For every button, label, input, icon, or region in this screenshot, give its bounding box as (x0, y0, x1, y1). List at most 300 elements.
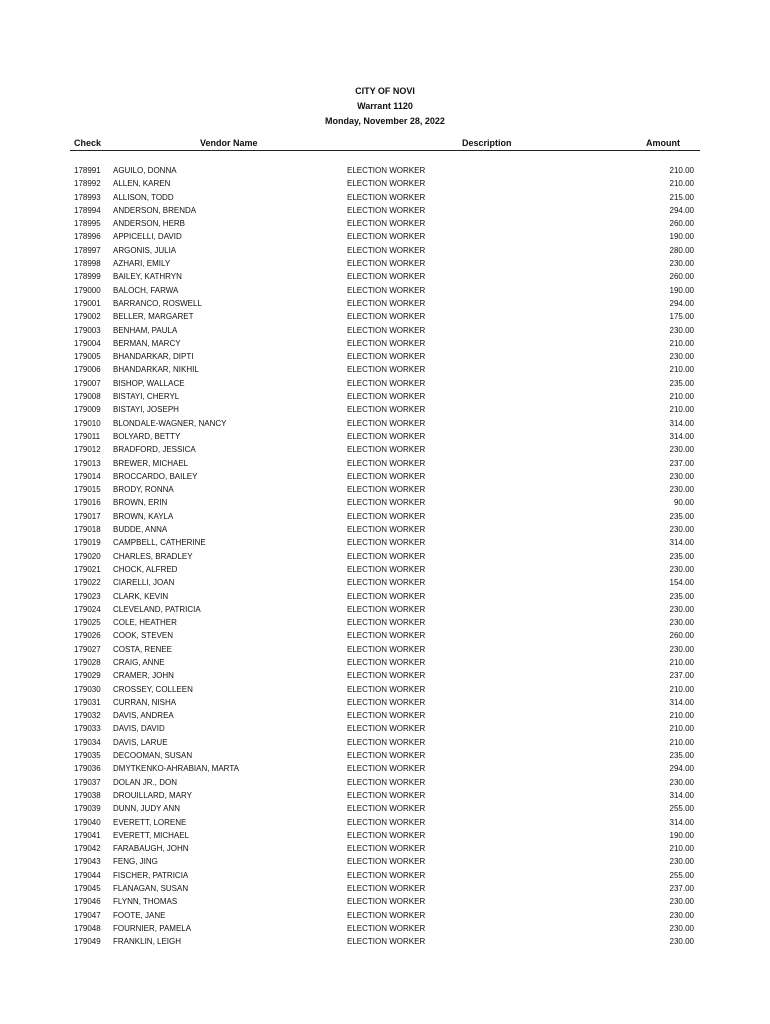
amount: 314.00 (669, 431, 694, 441)
check-number: 179045 (74, 884, 101, 894)
vendor-name: CRAMER, JOHN (113, 671, 174, 681)
check-number: 178995 (74, 219, 101, 229)
table-row (70, 510, 700, 523)
description: ELECTION WORKER (347, 910, 426, 920)
check-number: 179006 (74, 365, 101, 375)
check-number: 178993 (74, 192, 101, 202)
table-row (70, 643, 700, 656)
vendor-name: APPICELLI, DAVID (113, 232, 182, 242)
amount: 314.00 (669, 790, 694, 800)
check-number: 179049 (74, 937, 101, 947)
check-number: 179007 (74, 378, 101, 388)
description: ELECTION WORKER (347, 777, 426, 787)
amount: 230.00 (669, 564, 694, 574)
amount: 314.00 (669, 817, 694, 827)
amount: 294.00 (669, 298, 694, 308)
description: ELECTION WORKER (347, 657, 426, 667)
amount: 210.00 (669, 657, 694, 667)
table-row (70, 909, 700, 922)
check-number: 178991 (74, 166, 101, 175)
amount: 314.00 (669, 697, 694, 707)
table-row (70, 762, 700, 775)
vendor-name: DAVIS, DAVID (113, 724, 165, 734)
description: ELECTION WORKER (347, 312, 426, 322)
vendor-name: DMYTKENKO-AHRABIAN, MARTA (113, 764, 239, 774)
check-number: 179001 (74, 298, 101, 308)
description: ELECTION WORKER (347, 737, 426, 747)
check-number: 179040 (74, 817, 101, 827)
description: ELECTION WORKER (347, 525, 426, 535)
vendor-name: DROUILLARD, MARY (113, 790, 192, 800)
vendor-name: BHANDARKAR, DIPTI (113, 352, 194, 362)
table-row (70, 310, 700, 323)
vendor-name: DECOOMAN, SUSAN (113, 751, 193, 761)
amount: 260.00 (669, 219, 694, 229)
check-number: 179048 (74, 923, 101, 933)
check-number: 179014 (74, 471, 101, 481)
vendor-name: CHARLES, BRADLEY (113, 551, 193, 561)
vendor-name: EVERETT, MICHAEL (113, 830, 190, 840)
table-row (70, 922, 700, 935)
description: ELECTION WORKER (347, 392, 426, 402)
check-number: 179038 (74, 790, 101, 800)
check-number: 179044 (74, 870, 101, 880)
check-number: 179022 (74, 578, 101, 588)
description: ELECTION WORKER (347, 937, 426, 947)
description: ELECTION WORKER (347, 790, 426, 800)
table-row (70, 324, 700, 337)
check-number: 179024 (74, 604, 101, 614)
table-row (70, 297, 700, 310)
vendor-name: CURRAN, NISHA (113, 697, 177, 707)
vendor-name: COSTA, RENEE (113, 644, 172, 654)
description: ELECTION WORKER (347, 564, 426, 574)
check-number: 179037 (74, 777, 101, 787)
check-number: 179017 (74, 511, 101, 521)
vendor-name: BARRANCO, ROSWELL (113, 298, 202, 308)
amount: 230.00 (669, 445, 694, 455)
description: ELECTION WORKER (347, 697, 426, 707)
amount: 210.00 (669, 166, 694, 175)
check-number: 179032 (74, 711, 101, 721)
amount: 230.00 (669, 644, 694, 654)
document-header (0, 84, 770, 129)
check-number: 179020 (74, 551, 101, 561)
vendor-name: BISTAYI, JOSEPH (113, 405, 179, 415)
amount: 210.00 (669, 405, 694, 415)
table-row (70, 244, 700, 257)
vendor-name: AZHARI, EMILY (113, 259, 171, 269)
vendor-name: FOOTE, JANE (113, 910, 166, 920)
check-number: 179034 (74, 737, 101, 747)
check-number: 179036 (74, 764, 101, 774)
amount: 230.00 (669, 604, 694, 614)
description: ELECTION WORKER (347, 245, 426, 255)
vendor-name: CIARELLI, JOAN (113, 578, 175, 588)
vendor-name: CHOCK, ALFRED (113, 564, 178, 574)
check-number: 179011 (74, 431, 101, 441)
column-header-amount: Amount (646, 138, 680, 148)
amount: 210.00 (669, 737, 694, 747)
amount: 237.00 (669, 671, 694, 681)
check-number: 179015 (74, 485, 101, 495)
table-row (70, 656, 700, 669)
table-row (70, 629, 700, 642)
table-row (70, 350, 700, 363)
check-number: 179028 (74, 657, 101, 667)
amount: 230.00 (669, 525, 694, 535)
description: ELECTION WORKER (347, 644, 426, 654)
check-number: 179026 (74, 631, 101, 641)
amount: 280.00 (669, 245, 694, 255)
vendor-name: FENG, JING (113, 857, 158, 867)
amount: 190.00 (669, 285, 694, 295)
amount: 230.00 (669, 352, 694, 362)
amount: 230.00 (669, 325, 694, 335)
vendor-name: FARABAUGH, JOHN (113, 844, 189, 854)
vendor-name: COLE, HEATHER (113, 618, 177, 628)
description: ELECTION WORKER (347, 884, 426, 894)
vendor-name: BENHAM, PAULA (113, 325, 178, 335)
check-number: 179021 (74, 564, 101, 574)
table-row (70, 230, 700, 243)
vendor-name: DOLAN JR., DON (113, 777, 178, 787)
description: ELECTION WORKER (347, 285, 426, 295)
check-number: 178999 (74, 272, 101, 282)
amount: 230.00 (669, 777, 694, 787)
vendor-name: BREWER, MICHAEL (113, 458, 189, 468)
vendor-name: BUDDE, ANNA (113, 525, 168, 535)
description: ELECTION WORKER (347, 192, 426, 202)
amount: 210.00 (669, 711, 694, 721)
amount: 210.00 (669, 179, 694, 189)
check-number: 178996 (74, 232, 101, 242)
amount: 210.00 (669, 365, 694, 375)
column-header-check: Check (74, 138, 102, 148)
amount: 237.00 (669, 458, 694, 468)
table-row (70, 191, 700, 204)
amount: 210.00 (669, 392, 694, 402)
description: ELECTION WORKER (347, 205, 426, 215)
table-row (70, 377, 700, 390)
column-header-vendor: Vendor Name (200, 138, 258, 148)
vendor-name: CRAIG, ANNE (113, 657, 165, 667)
description: ELECTION WORKER (347, 352, 426, 362)
amount: 260.00 (669, 631, 694, 641)
amount: 215.00 (669, 192, 694, 202)
description: ELECTION WORKER (347, 272, 426, 282)
check-number: 179025 (74, 618, 101, 628)
check-number: 179030 (74, 684, 101, 694)
table-row (70, 669, 700, 682)
check-number: 179012 (74, 445, 101, 455)
description: ELECTION WORKER (347, 338, 426, 348)
description: ELECTION WORKER (347, 870, 426, 880)
amount: 237.00 (669, 884, 694, 894)
description: ELECTION WORKER (347, 431, 426, 441)
check-number: 179008 (74, 392, 101, 402)
vendor-name: BELLER, MARGARET (113, 312, 194, 322)
vendor-name: DAVIS, LARUE (113, 737, 168, 747)
column-header-description: Description (462, 138, 512, 148)
warrant-number: Warrant 1120 (357, 101, 413, 111)
vendor-name: CROSSEY, COLLEEN (113, 684, 193, 694)
description: ELECTION WORKER (347, 897, 426, 907)
vendor-name: ALLISON, TODD (113, 192, 174, 202)
check-number: 178992 (74, 179, 101, 189)
amount: 230.00 (669, 485, 694, 495)
description: ELECTION WORKER (347, 923, 426, 933)
vendor-name: BISTAYI, CHERYL (113, 392, 180, 402)
table-row (70, 496, 700, 509)
table-row (70, 696, 700, 709)
vendor-name: BRADFORD, JESSICA (113, 445, 196, 455)
organization-title: CITY OF NOVI (355, 86, 415, 96)
amount: 210.00 (669, 724, 694, 734)
vendor-name: BLONDALE-WAGNER, NANCY (113, 418, 227, 428)
description: ELECTION WORKER (347, 511, 426, 521)
description: ELECTION WORKER (347, 405, 426, 415)
amount: 230.00 (669, 618, 694, 628)
check-number: 179047 (74, 910, 101, 920)
table-row (70, 789, 700, 802)
vendor-name: BROWN, KAYLA (113, 511, 174, 521)
table-row (70, 204, 700, 217)
check-number: 179029 (74, 671, 101, 681)
table-row (70, 270, 700, 283)
amount: 235.00 (669, 378, 694, 388)
check-number: 179031 (74, 697, 101, 707)
table-row (70, 802, 700, 815)
amount: 210.00 (669, 844, 694, 854)
table-row (70, 776, 700, 789)
table-row (70, 855, 700, 868)
table-row (70, 363, 700, 376)
table-row (70, 284, 700, 297)
check-number: 179041 (74, 830, 101, 840)
description: ELECTION WORKER (347, 830, 426, 840)
check-number: 178997 (74, 245, 101, 255)
table-row (70, 164, 700, 177)
vendor-name: CLEVELAND, PATRICIA (113, 604, 201, 614)
description: ELECTION WORKER (347, 684, 426, 694)
table-row (70, 603, 700, 616)
vendor-name: FLYNN, THOMAS (113, 897, 178, 907)
table-row (70, 337, 700, 350)
description: ELECTION WORKER (347, 166, 426, 175)
amount: 294.00 (669, 764, 694, 774)
description: ELECTION WORKER (347, 591, 426, 601)
table-row (70, 523, 700, 536)
check-number: 179039 (74, 804, 101, 814)
check-number: 179016 (74, 498, 101, 508)
table-row (70, 403, 700, 416)
description: ELECTION WORKER (347, 631, 426, 641)
description: ELECTION WORKER (347, 618, 426, 628)
vendor-name: ANDERSON, BRENDA (113, 205, 197, 215)
check-number: 179018 (74, 525, 101, 535)
table-row (70, 417, 700, 430)
check-number: 179009 (74, 405, 101, 415)
description: ELECTION WORKER (347, 298, 426, 308)
table-row (70, 457, 700, 470)
amount: 260.00 (669, 272, 694, 282)
table-row (70, 882, 700, 895)
amount: 230.00 (669, 910, 694, 920)
vendor-name: BROWN, ERIN (113, 498, 168, 508)
description: ELECTION WORKER (347, 751, 426, 761)
table-row (70, 536, 700, 549)
table-row (70, 722, 700, 735)
description: ELECTION WORKER (347, 711, 426, 721)
table-row (70, 683, 700, 696)
table-row (70, 935, 700, 948)
table-row (70, 390, 700, 403)
table-body (70, 164, 700, 949)
table-row (70, 470, 700, 483)
amount: 235.00 (669, 551, 694, 561)
table-row (70, 483, 700, 496)
vendor-name: COOK, STEVEN (113, 631, 174, 641)
description: ELECTION WORKER (347, 219, 426, 229)
description: ELECTION WORKER (347, 325, 426, 335)
description: ELECTION WORKER (347, 458, 426, 468)
description: ELECTION WORKER (347, 764, 426, 774)
check-number: 179033 (74, 724, 101, 734)
vendor-name: BOLYARD, BETTY (113, 431, 181, 441)
amount: 255.00 (669, 804, 694, 814)
check-number: 178994 (74, 205, 101, 215)
vendor-name: FOURNIER, PAMELA (113, 923, 192, 933)
check-number: 179002 (74, 312, 101, 322)
check-number: 179013 (74, 458, 101, 468)
vendor-name: BROCCARDO, BAILEY (113, 471, 198, 481)
description: ELECTION WORKER (347, 232, 426, 242)
description: ELECTION WORKER (347, 259, 426, 269)
description: ELECTION WORKER (347, 445, 426, 455)
amount: 294.00 (669, 205, 694, 215)
description: ELECTION WORKER (347, 418, 426, 428)
table-row (70, 563, 700, 576)
table-row (70, 590, 700, 603)
vendor-name: BERMAN, MARCY (113, 338, 181, 348)
amount: 175.00 (669, 312, 694, 322)
description: ELECTION WORKER (347, 551, 426, 561)
check-number: 179003 (74, 325, 101, 335)
amount: 255.00 (669, 870, 694, 880)
table-row (70, 257, 700, 270)
description: ELECTION WORKER (347, 498, 426, 508)
table-row (70, 816, 700, 829)
description: ELECTION WORKER (347, 724, 426, 734)
description: ELECTION WORKER (347, 538, 426, 548)
table-row (70, 550, 700, 563)
warrant-date: Monday, November 28, 2022 (325, 116, 445, 126)
table-row (70, 736, 700, 749)
vendor-name: FLANAGAN, SUSAN (113, 884, 189, 894)
check-number: 178998 (74, 259, 101, 269)
check-number: 179042 (74, 844, 101, 854)
description: ELECTION WORKER (347, 817, 426, 827)
vendor-name: DAVIS, ANDREA (113, 711, 174, 721)
table-row (70, 616, 700, 629)
description: ELECTION WORKER (347, 604, 426, 614)
table-row (70, 177, 700, 190)
description: ELECTION WORKER (347, 671, 426, 681)
table-row (70, 443, 700, 456)
check-number: 179043 (74, 857, 101, 867)
description: ELECTION WORKER (347, 857, 426, 867)
vendor-name: AGUILO, DONNA (113, 166, 177, 175)
table-row (70, 842, 700, 855)
amount: 210.00 (669, 684, 694, 694)
vendor-name: FISCHER, PATRICIA (113, 870, 189, 880)
amount: 154.00 (669, 578, 694, 588)
check-number: 179035 (74, 751, 101, 761)
description: ELECTION WORKER (347, 844, 426, 854)
table-row (70, 869, 700, 882)
amount: 90.00 (673, 498, 694, 508)
check-number: 179023 (74, 591, 101, 601)
amount: 210.00 (669, 338, 694, 348)
check-number: 179046 (74, 897, 101, 907)
description: ELECTION WORKER (347, 485, 426, 495)
vendor-name: ALLEN, KAREN (113, 179, 171, 189)
amount: 235.00 (669, 511, 694, 521)
amount: 314.00 (669, 418, 694, 428)
table-row (70, 709, 700, 722)
table-row (70, 829, 700, 842)
description: ELECTION WORKER (347, 804, 426, 814)
amount: 230.00 (669, 259, 694, 269)
vendor-name: FRANKLIN, LEIGH (113, 937, 182, 947)
vendor-name: BHANDARKAR, NIKHIL (113, 365, 199, 375)
vendor-name: BRODY, RONNA (113, 485, 174, 495)
amount: 190.00 (669, 830, 694, 840)
check-number: 179027 (74, 644, 101, 654)
table-row (70, 576, 700, 589)
table-row (70, 217, 700, 230)
description: ELECTION WORKER (347, 578, 426, 588)
check-number: 179004 (74, 338, 101, 348)
vendor-name: BISHOP, WALLACE (113, 378, 185, 388)
amount: 235.00 (669, 591, 694, 601)
amount: 230.00 (669, 923, 694, 933)
vendor-name: BAILEY, KATHRYN (113, 272, 182, 282)
check-number: 179010 (74, 418, 101, 428)
amount: 235.00 (669, 751, 694, 761)
amount: 230.00 (669, 471, 694, 481)
table-header (70, 138, 700, 151)
description: ELECTION WORKER (347, 179, 426, 189)
vendor-name: ARGONIS, JULIA (113, 245, 177, 255)
vendor-name: ANDERSON, HERB (113, 219, 186, 229)
amount: 230.00 (669, 937, 694, 947)
vendor-name: BALOCH, FARWA (113, 285, 179, 295)
vendor-name: CLARK, KEVIN (113, 591, 169, 601)
check-number: 179005 (74, 352, 101, 362)
vendor-name: EVERETT, LORENE (113, 817, 187, 827)
check-number: 179019 (74, 538, 101, 548)
amount: 190.00 (669, 232, 694, 242)
description: ELECTION WORKER (347, 471, 426, 481)
description: ELECTION WORKER (347, 365, 426, 375)
table-row (70, 430, 700, 443)
vendor-name: DUNN, JUDY ANN (113, 804, 180, 814)
vendor-name: CAMPBELL, CATHERINE (113, 538, 206, 548)
amount: 230.00 (669, 857, 694, 867)
check-number: 179000 (74, 285, 101, 295)
